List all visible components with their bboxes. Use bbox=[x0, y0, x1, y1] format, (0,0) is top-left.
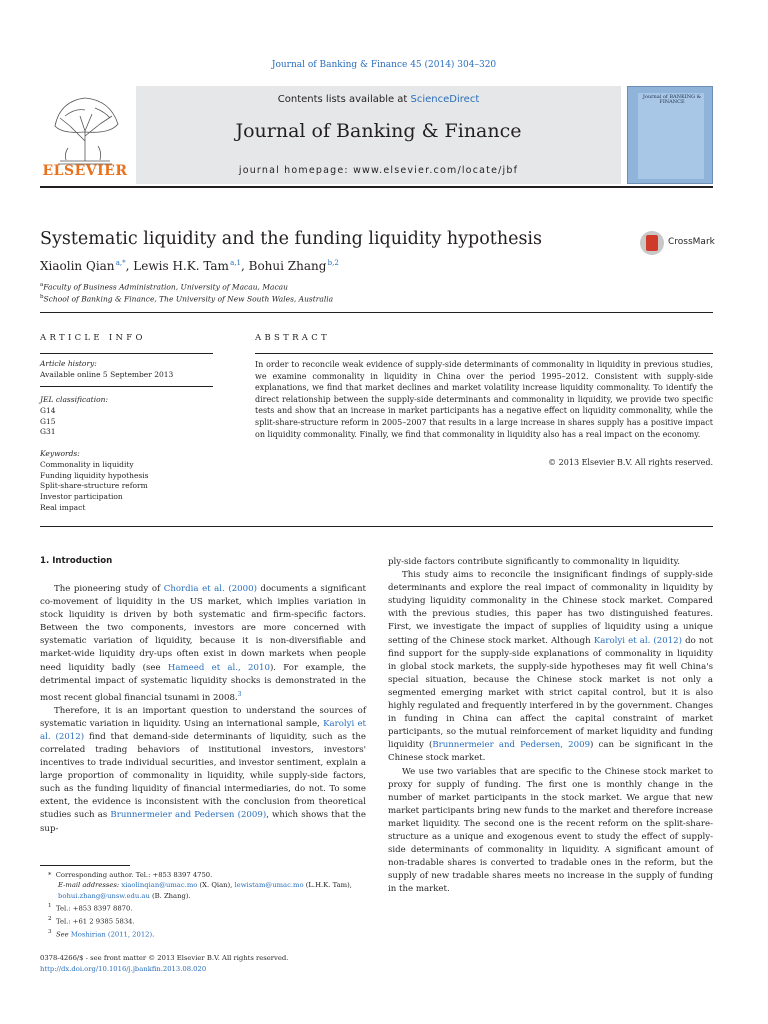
body-text: This study aims to reconcile the insignificant findings of supply-side determinants and explore the real impact of commonality in liquidity by studying liquidity commonality in the Chinese stock market. Compared with the previous studies, this paper has two distinguished features. First, we investigate the impact of supplies of liquidity using a unique setting of the Chinese stock market. Although bbox=[388, 570, 713, 646]
journal-cover-image bbox=[627, 86, 713, 184]
email-owner: (B. Zhang). bbox=[149, 891, 191, 900]
body-paragraph: We use two variables that are specific to the Chinese stock market to proxy for supply of funding. The first one is monthly change in the number of market participants in the stock market. We argue that new market participants bring new funds to the market and therefore increase market liquidity. The second one is the recent reform on the split-share-structure as a unique and exogenous event to study the effect of supply-side determinants of commonality in liquidity. A significant amount of non-tradable shares is converted to tradable ones in the reform, but the supply of new tradable shares meets no increase in the supply of funding in the market. bbox=[388, 766, 713, 895]
citation-link[interactable]: Hameed et al., 2010 bbox=[167, 662, 270, 673]
body-paragraph bbox=[40, 705, 366, 836]
citation-link[interactable]: Karolyi et al. (2012) bbox=[40, 718, 366, 742]
history-label: Article history: bbox=[40, 359, 97, 368]
author-name: Xiaolin Qian bbox=[40, 259, 115, 273]
author-separator: , bbox=[241, 259, 249, 273]
sciencedirect-link[interactable]: ScienceDirect bbox=[410, 94, 480, 105]
jel-code: G31 bbox=[40, 427, 56, 437]
author-name: Lewis H.K. Tam bbox=[133, 259, 229, 273]
author-affiliation-marker[interactable]: b,2 bbox=[327, 259, 339, 267]
cover-title: Journal of BANKING & FINANCE bbox=[642, 94, 702, 105]
footnote-2 bbox=[40, 914, 366, 927]
body-paragraph: ply-side factors contribute significantly to commonality in liquidity. bbox=[388, 557, 681, 567]
contents-line bbox=[136, 94, 621, 105]
affiliation-text: Faculty of Business Administration, University of Macau, Macau bbox=[43, 282, 288, 292]
body-column-left bbox=[40, 583, 366, 836]
author-name: Bohui Zhang bbox=[248, 259, 327, 273]
citation-link[interactable]: Brunnermeier and Pedersen, 2009 bbox=[432, 740, 591, 751]
email-link[interactable]: xiaolinqian@umac.mo bbox=[121, 881, 198, 890]
footnote-corresponding bbox=[40, 870, 366, 880]
footnote-mark: * bbox=[48, 871, 52, 879]
author-affiliation-marker[interactable]: a,1 bbox=[230, 259, 241, 267]
abstract-copyright: © 2013 Elsevier B.V. All rights reserved. bbox=[548, 458, 713, 467]
body-text: ). For example, the detrimental impact of systematic liquidity shocks is demonstrated in the most recent global financial tsunami in 2008. bbox=[40, 662, 367, 703]
homepage-url[interactable]: www.elsevier.com/locate/jbf bbox=[353, 165, 519, 176]
keywords-label: Keywords: bbox=[40, 449, 80, 458]
keyword: Real impact bbox=[40, 502, 86, 512]
journal-citation[interactable]: Journal of Banking & Finance 45 (2014) 304–320 bbox=[271, 60, 497, 70]
footnotes bbox=[40, 870, 366, 939]
article-info-divider bbox=[40, 353, 213, 354]
keyword: Funding liquidity hypothesis bbox=[40, 470, 149, 480]
abstract-text: In order to reconcile weak evidence of supply-side determinants of commonality in liquidity in previous studies, we examine commonality in liquidity in China over the period 1995–2012. Consistent with supply-side explanations, we find that market declines and market volatility increase liquidity commonality. To identify the direct relationship between the supply-side determinants and commonality in liquidity, we provide two specific tests and show that an increase in market participants has a negative effect on liquidity commonality, while the split-share-structure reform in 2005–2007 that results in a large increase in shares supply has a positive impact on liquidity commonality. Finally, we find that commonality in liquidity also has a real impact on the economy. bbox=[255, 360, 713, 439]
email-owner: (X. Qian), bbox=[197, 881, 235, 890]
body-text: The pioneering study of bbox=[54, 584, 164, 594]
author-affiliation-marker[interactable]: a,* bbox=[115, 259, 126, 267]
email-link[interactable]: lewistam@umac.mo bbox=[234, 881, 304, 890]
crossmark-badge[interactable] bbox=[640, 231, 715, 255]
body-paragraph bbox=[40, 583, 366, 705]
footnote-text: Tel.: +61 2 9385 5834. bbox=[55, 917, 135, 926]
abstract-bottom-divider bbox=[40, 526, 713, 527]
jel-code: G15 bbox=[40, 416, 56, 426]
affiliation-marker: b bbox=[40, 294, 44, 300]
abstract-divider bbox=[255, 353, 713, 354]
abstract-heading: ABSTRACT bbox=[255, 333, 330, 343]
body-text: , which shows that the sup- bbox=[40, 810, 367, 834]
footnote-mark: 1 bbox=[48, 903, 52, 910]
footnote-mark: 3 bbox=[48, 928, 52, 935]
affiliation bbox=[40, 294, 333, 304]
affiliation bbox=[40, 282, 288, 292]
footnote-divider bbox=[40, 865, 130, 866]
footnote-text: See bbox=[55, 929, 71, 938]
crossmark-bookmark-icon bbox=[646, 235, 658, 251]
journal-homepage bbox=[136, 165, 621, 176]
citation-link[interactable]: Chordia et al. (2000) bbox=[163, 584, 257, 594]
section-heading-introduction: 1. Introduction bbox=[40, 556, 113, 566]
body-text: do not find support for the supply-side explanations of commonality in liquidity in global stock markets, the supply-side hypotheses may fit well China's special situation, because the Chinese stock market is not only a segmented emerging market with strict capital control, but it is also highly regulated and frequently interfered in by the government. Changes in funding in China can affect the capital constraint of market participants, so the mutual reinforcement of market liquidity and funding liquidity ( bbox=[388, 635, 713, 751]
history-divider bbox=[40, 386, 213, 387]
body-column-right bbox=[388, 556, 713, 896]
contents-prefix: Contents lists available at bbox=[277, 94, 411, 105]
citation-link[interactable]: Moshirian (2011, 2012) bbox=[70, 929, 153, 938]
keyword: Commonality in liquidity bbox=[40, 459, 134, 469]
keywords-block bbox=[40, 449, 215, 514]
body-text: Therefore, it is an important question to understand the sources of systematic variation in liquidity. Using an international sample, bbox=[40, 705, 366, 729]
footnote-emails bbox=[40, 880, 366, 901]
jel-label: JEL classification: bbox=[40, 395, 108, 404]
body-text: ) can be significant in the Chinese stock market. bbox=[388, 740, 713, 764]
body-text: find that demand-side determinants of liquidity, such as the correlated trading behaviors of institutional investors, investors' incentives to trade individual securities, and investor sentiment, explain a large proportion of commonality in liquidity, while supply-side factors, such as the funding liquidity of financial intermediaries, do not. To some extent, the evidence is inconsistent with the conclusion from theoretical studies such as bbox=[40, 731, 366, 821]
page-footer bbox=[40, 953, 440, 975]
body-text: documents a significant co-movement of liquidity in the US market, which implies variation in stock liquidity is driven by both systematic and firm-specific factors. Between the two components, investors are more concerned with systematic variation of liquidity, because it is non-diversifiable and market-wide liquidity dry-ups often exist in down markets when people need liquidity badly (see bbox=[40, 584, 367, 673]
email-owner: (L.H.K. Tam), bbox=[303, 881, 352, 890]
body-paragraph bbox=[388, 569, 713, 765]
article-info-heading: ARTICLE INFO bbox=[40, 333, 146, 343]
footnote-mark: 2 bbox=[48, 915, 52, 922]
footnote-text: . bbox=[152, 929, 155, 938]
cover-panel bbox=[638, 93, 704, 179]
doi-link[interactable]: http://dx.doi.org/10.1016/j.jbankfin.2013.08.020 bbox=[40, 965, 207, 973]
issn-line: 0378-4266/$ - see front matter © 2013 Elsevier B.V. All rights reserved. bbox=[40, 954, 289, 962]
affiliation-text: School of Banking & Finance, The University of New South Wales, Australia bbox=[43, 294, 334, 304]
email-link[interactable]: bohui.zhang@unsw.edu.au bbox=[58, 891, 150, 900]
footnote-text: Tel.: +853 8397 8870. bbox=[55, 904, 133, 913]
footnote-ref[interactable]: 3 bbox=[237, 690, 242, 698]
affiliation-marker: a bbox=[40, 282, 44, 288]
keyword: Split-share-structure reform bbox=[40, 481, 148, 491]
elsevier-wordmark: ELSEVIER bbox=[42, 163, 128, 179]
article-history bbox=[40, 359, 215, 381]
header-divider bbox=[40, 186, 713, 188]
citation-link[interactable]: Brunnermeier and Pedersen (2009) bbox=[110, 810, 267, 821]
author-list bbox=[40, 259, 339, 273]
citation-link[interactable]: Karolyi et al. (2012) bbox=[593, 635, 682, 646]
homepage-prefix: journal homepage: bbox=[238, 165, 354, 176]
jel-classification bbox=[40, 395, 215, 438]
author-separator: , bbox=[125, 259, 134, 273]
history-value: Available online 5 September 2013 bbox=[40, 369, 174, 379]
title-divider bbox=[40, 312, 713, 313]
jel-code: G14 bbox=[40, 405, 56, 415]
footnote-3 bbox=[40, 927, 366, 940]
journal-title: Journal of Banking & Finance bbox=[235, 120, 522, 142]
article-title: Systematic liquidity and the funding liquidity hypothesis bbox=[40, 229, 543, 249]
crossmark-label: CrossMark bbox=[668, 237, 715, 247]
footnote-1 bbox=[40, 901, 366, 914]
keyword: Investor participation bbox=[40, 492, 123, 502]
email-label: E-mail addresses: bbox=[58, 881, 122, 890]
footnote-text: Corresponding author. Tel.: +853 8397 4750. bbox=[55, 871, 213, 879]
